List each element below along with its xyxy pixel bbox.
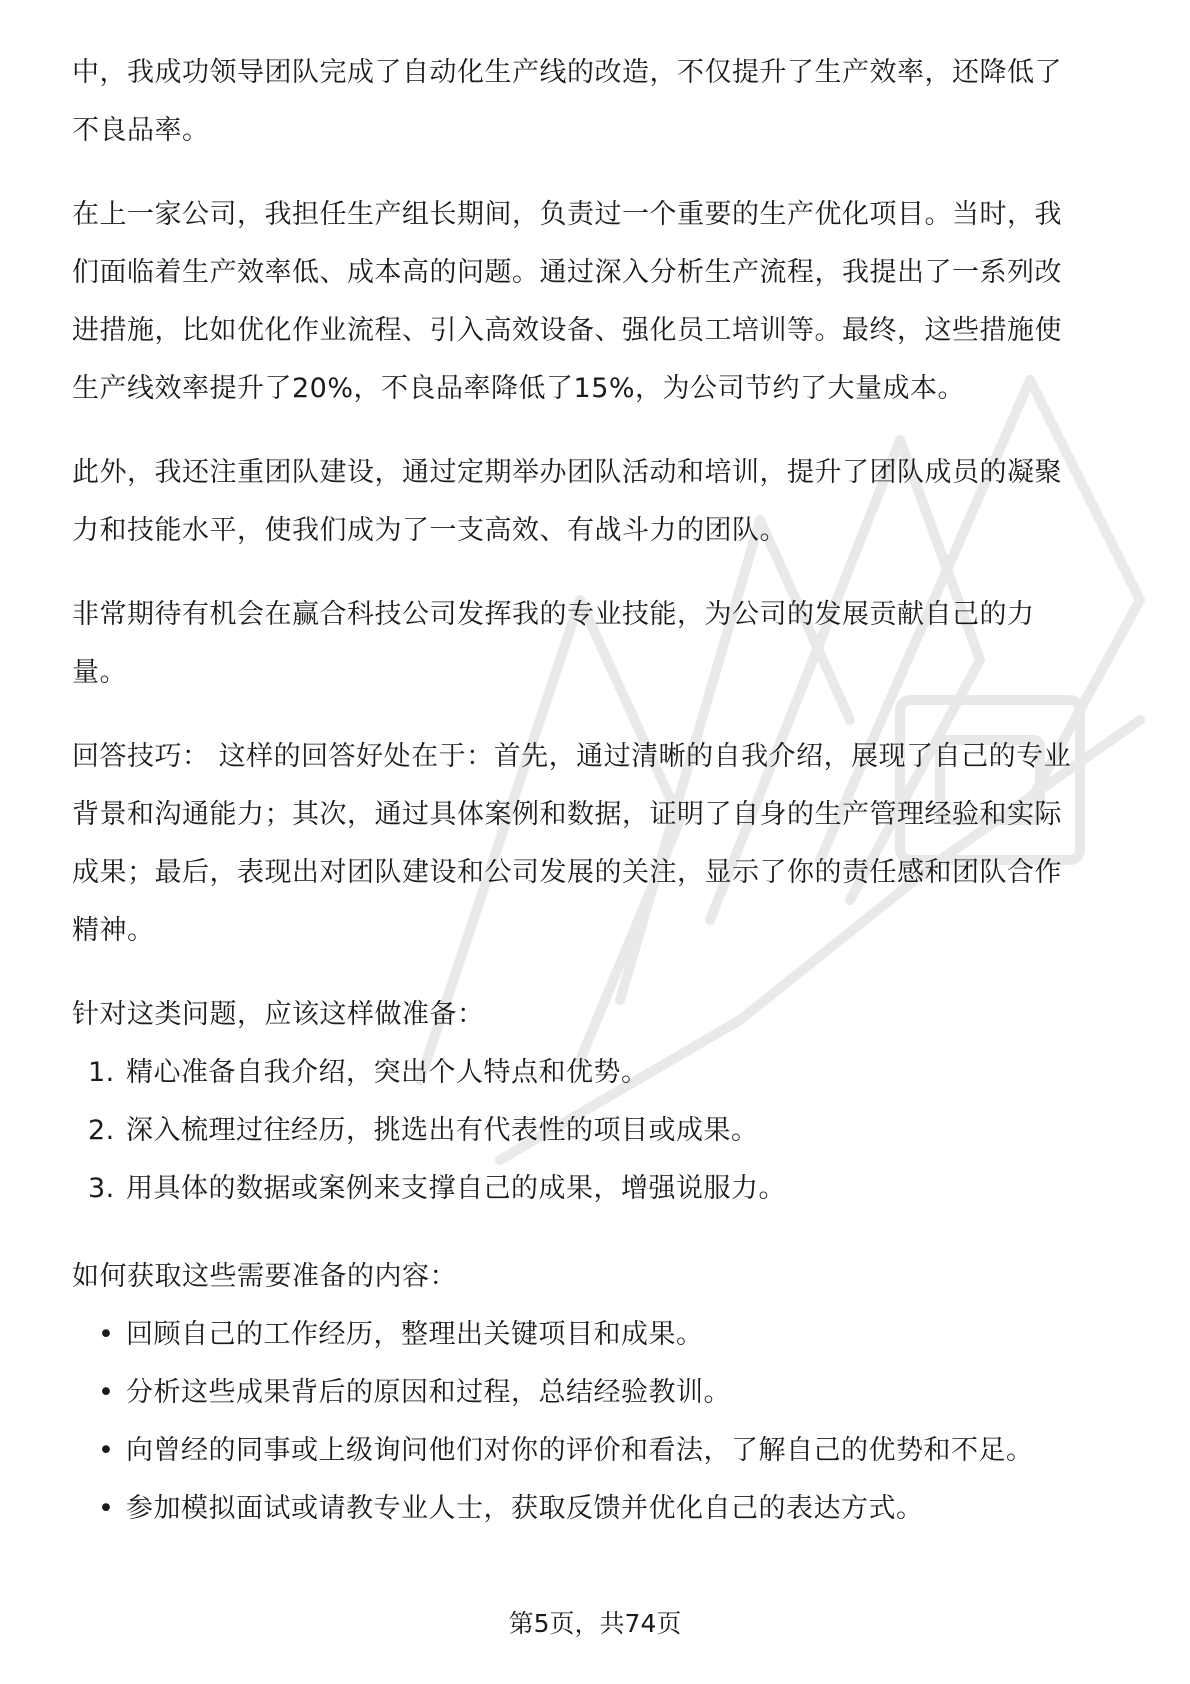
paragraph-3-line-2: 力和技能水平，使我们成为了一支高效、有战斗力的团队。 bbox=[72, 515, 787, 546]
paragraph-5-line-1: 回答技巧： 这样的回答好处在于：首先，通过清晰的自我介绍，展现了自己的专业 bbox=[72, 741, 1072, 772]
list-marker: 2. bbox=[88, 1115, 115, 1146]
list-item-text: 深入梳理过往经历，挑选出有代表性的项目或成果。 bbox=[126, 1115, 759, 1146]
page-number-footer: 第5页，共74页 bbox=[508, 1609, 682, 1638]
bullet-list bbox=[72, 1306, 1122, 1538]
list-item-text: 向曾经的同事或上级询问他们对你的评价和看法，了解自己的优势和不足。 bbox=[126, 1435, 1034, 1466]
paragraph-2-line-1: 在上一家公司，我担任生产组长期间，负责过一个重要的生产优化项目。当时，我 bbox=[72, 199, 1062, 230]
paragraph-2-line-2: 们面临着生产效率低、成本高的问题。通过深入分析生产流程，我提出了一系列改 bbox=[72, 257, 1062, 288]
paragraph-3 bbox=[72, 444, 1122, 560]
ordered-list bbox=[72, 1044, 1122, 1218]
paragraph-answer-tips bbox=[72, 728, 1122, 960]
paragraph-5-line-3: 成果；最后，表现出对团队建设和公司发展的关注，显示了你的责任感和团队合作 bbox=[72, 857, 1062, 888]
bullet-marker: • bbox=[98, 1319, 115, 1350]
paragraph-2 bbox=[72, 186, 1122, 418]
list-item bbox=[72, 1306, 1122, 1364]
paragraph-4 bbox=[72, 586, 1122, 702]
bullet-marker: • bbox=[98, 1435, 115, 1466]
paragraph-5-line-2: 背景和沟通能力；其次，通过具体案例和数据，证明了自身的生产管理经验和实际 bbox=[72, 799, 1062, 830]
list-item-text: 回顾自己的工作经历，整理出关键项目和成果。 bbox=[126, 1319, 704, 1350]
paragraph-1 bbox=[72, 44, 1122, 160]
paragraph-2-line-3: 进措施，比如优化作业流程、引入高效设备、强化员工培训等。最终，这些措施使 bbox=[72, 315, 1062, 346]
document-body bbox=[72, 44, 1122, 1538]
bullet-marker: • bbox=[98, 1377, 115, 1408]
paragraph-1-line-1: 中，我成功领导团队完成了自动化生产线的改造，不仅提升了生产效率，还降低了 bbox=[72, 57, 1062, 88]
list-item-text: 分析这些成果背后的原因和过程，总结经验教训。 bbox=[126, 1377, 731, 1408]
list-item-text: 用具体的数据或案例来支撑自己的成果，增强说服力。 bbox=[126, 1173, 786, 1204]
paragraph-preparation-heading: 针对这类问题，应该这样做准备： bbox=[72, 999, 485, 1030]
list-marker: 3. bbox=[88, 1173, 115, 1204]
list-item-text: 参加模拟面试或请教专业人士，获取反馈并优化自己的表达方式。 bbox=[126, 1493, 924, 1524]
list-item bbox=[72, 1044, 1122, 1102]
list-marker: 1. bbox=[88, 1057, 115, 1088]
paragraph-2-line-4: 生产线效率提升了20%，不良品率降低了15%，为公司节约了大量成本。 bbox=[72, 373, 966, 404]
list-item-text: 精心准备自我介绍，突出个人特点和优势。 bbox=[126, 1057, 649, 1088]
paragraph-4-line-2: 量。 bbox=[72, 657, 127, 688]
list-item bbox=[72, 1160, 1122, 1218]
bullet-marker: • bbox=[98, 1493, 115, 1524]
paragraph-3-line-1: 此外，我还注重团队建设，通过定期举办团队活动和培训，提升了团队成员的凝聚 bbox=[72, 457, 1062, 488]
list-item bbox=[72, 1364, 1122, 1422]
paragraph-1-line-2: 不良品率。 bbox=[72, 115, 210, 146]
paragraph-5-line-4: 精神。 bbox=[72, 915, 155, 946]
list-item bbox=[72, 1102, 1122, 1160]
paragraph-how-to-obtain-heading: 如何获取这些需要准备的内容： bbox=[72, 1261, 457, 1292]
paragraph-4-line-1: 非常期待有机会在赢合科技公司发挥我的专业技能，为公司的发展贡献自己的力 bbox=[72, 599, 1035, 630]
list-item bbox=[72, 1422, 1122, 1480]
list-item bbox=[72, 1480, 1122, 1538]
